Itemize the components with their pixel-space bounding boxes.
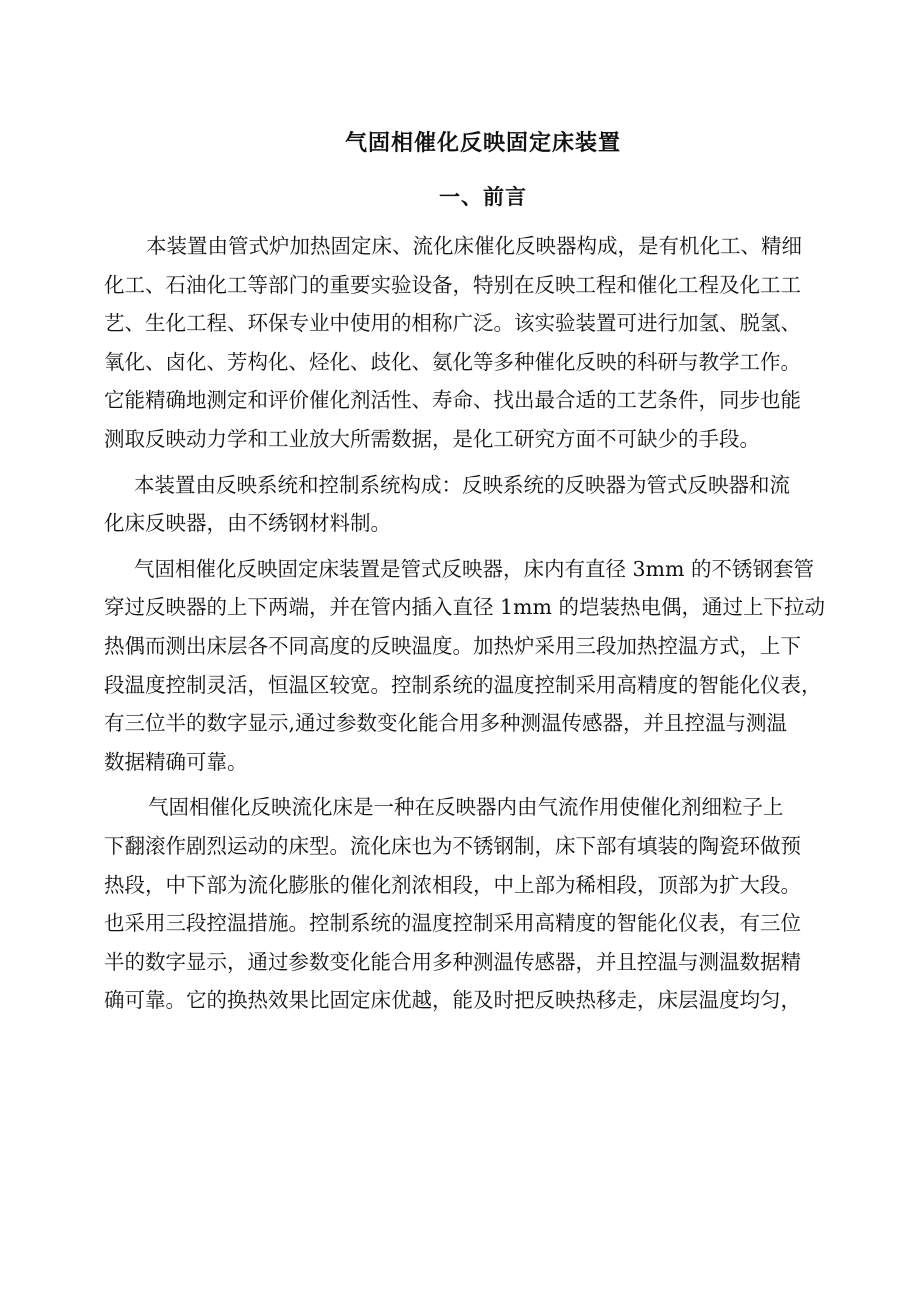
text-line: 穿过反映器的上下两端，并在管内插入直径 1mm 的垲装热电偶，通过上下拉动: [104, 595, 825, 620]
text-line: 数据精确可靠。: [104, 749, 248, 774]
text-line: 热偶而测出床层各不同高度的反映温度。加热炉采用三段加热控温方式，上下: [104, 633, 801, 658]
paragraph-system: [104, 466, 832, 543]
document-title: 气固相催化反映固定床装置: [344, 130, 621, 156]
text-line: 它能精确地测定和评价催化剂活性、寿命、找出最合适的工艺条件，同步也能: [104, 388, 801, 413]
text-line: 化床反映器，由不绣钢材料制。: [104, 511, 391, 536]
paragraph-fixed-bed: [104, 550, 832, 782]
text-line: 半的数字显示，通过参数变化能合用多种测温传感器，并且控温与测温数据精: [104, 949, 801, 974]
paragraph-fluidized-bed: [104, 788, 832, 1020]
text-line: 确可靠。它的换热效果比固定床优越，能及时把反映热移走，床层温度均匀，: [104, 988, 801, 1013]
text-line: 热段，中下部为流化膨胀的催化剂浓相段，中上部为稀相段，顶部为扩大段。: [104, 872, 801, 897]
text-line: 有三位半的数字显示,通过参数变化能合用多种测温传感器，并且控温与测温: [104, 711, 788, 736]
text-line: 下翻滚作剧烈运动的床型。流化床也为不锈钢制，床下部有填装的陶瓷环做预: [104, 833, 801, 858]
text-line: 气固相催化反映流化床是一种在反映器内由气流作用使催化剂细粒子上: [148, 795, 784, 820]
document-body: [104, 225, 832, 1020]
text-line: 也采用三段控温措施。控制系统的温度控制采用高精度的智能化仪表，有三位: [104, 911, 801, 936]
text-line: 段温度控制灵活，恒温区较宽。控制系统的温度控制采用高精度的智能化仪表，: [104, 672, 822, 697]
section-heading: 一、前言: [439, 184, 527, 209]
text-line: 测取反映动力学和工业放大所需数据，是化工研究方面不可缺少的手段。: [104, 426, 760, 451]
text-line: 氧化、卤化、芳构化、烃化、歧化、氨化等多种催化反映的科研与教学工作。: [104, 349, 801, 374]
text-line: 本装置由管式炉加热固定床、流化床催化反映器构成，是有机化工、精细: [146, 234, 802, 258]
text-line: 气固相催化反映固定床装置是管式反映器，床内有直径 3mm 的不锈钢套管: [134, 556, 814, 581]
text-line: 本装置由反映系统和控制系统构成：反映系统的反映器为管式反映器和流: [134, 472, 790, 497]
text-line: 艺、生化工程、环保专业中使用的相称广泛。该实验装置可进行加氢、脱氢、: [104, 311, 801, 336]
text-line: 化工、石油化工等部门的重要实验设备，特别在反映工程和催化工程及化工工: [104, 272, 801, 297]
paragraph-intro: [104, 225, 832, 459]
